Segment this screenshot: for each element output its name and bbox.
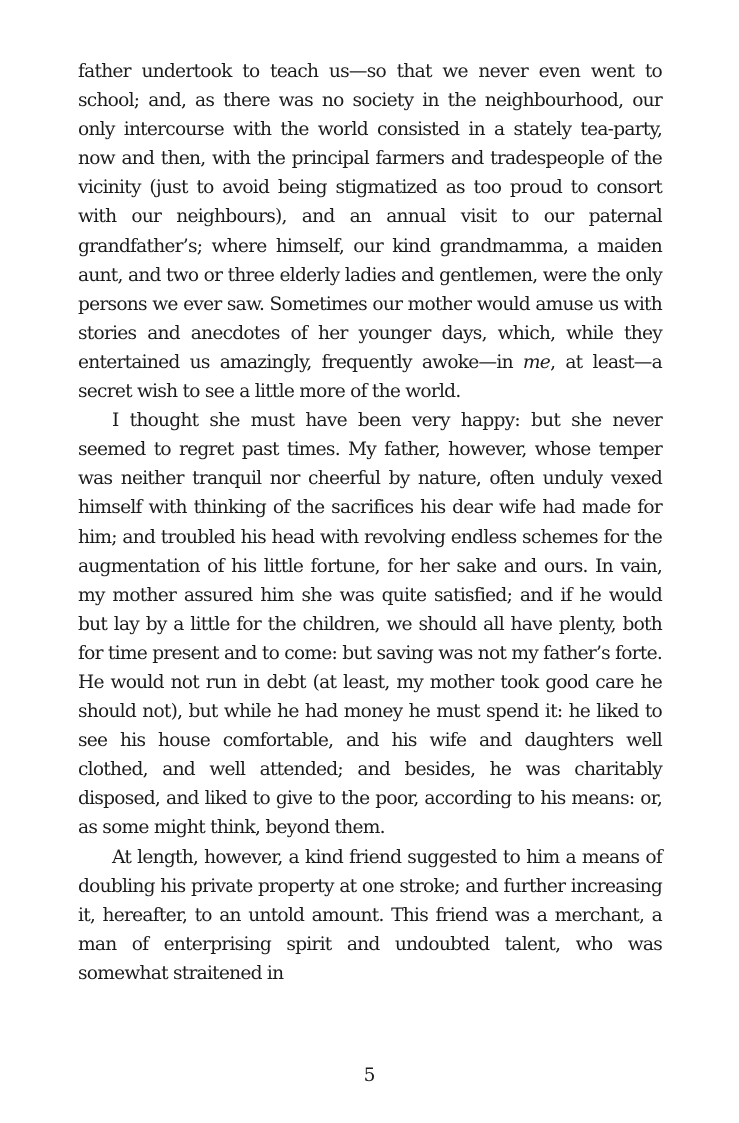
paragraph-2: I thought she must have been very happy: but she never seemed to regret past times. My father, however, whose temper was neither tranquil nor cheerful by nature, often unduly vexed himself with thinking of the sacrifices his dear wife had made for him; and troubled his head with revolving endless schemes for the augmentation of his little fortune, for her sake and ours. In vain, my mother assured him she was quite satisfied; and if he would but lay by a little for the children, we should all have plenty, both for time present and to come: but saving was not my father’s forte. He would not run in debt (at least, my mother took good care he should not), but while he had money he must spend it: he liked to see his house comfortable, and his wife and daughters well clothed, and well attended; and besides, he was charitably disposed, and liked to give to the poor, according to his means: or, as some might think, beyond them. [78, 410, 662, 839]
paragraph-1 [78, 57, 662, 406]
paragraph-3: At length, however, a kind friend suggested to him a means of doubling his private property at one stroke; and further increasing it, hereafter, to an untold amount. This friend was a merchant, a man of enterprising spirit and undoubted talent, who was somewhat straitened in [78, 846, 662, 984]
page-body [78, 57, 662, 988]
paragraph-1-text-before: father undertook to teach us—so that we never even went to school; and, as there was no society in the neighbourhood, our only intercourse with the world consisted in a stately tea-party, now and then, with the principal farmers and tradespeople of the vicinity (just to avoid being stigmatized as too proud to consort with our neighbours), and an annual visit to our paternal grandfather’s; where himself, our kind grandmamma, a maiden aunt, and two or three elderly ladies and gentlemen, were the only persons we ever saw. Sometimes our mother would amuse us with stories and anecdotes of her younger days, which, while they entertained us amazingly, frequently awoke—in [78, 61, 662, 373]
paragraph-1-text-after: , at least—a secret wish to see a little more of the world. [78, 351, 662, 403]
paragraph-1-emphasis: me [522, 351, 551, 373]
page-number: 5 [363, 1065, 376, 1086]
